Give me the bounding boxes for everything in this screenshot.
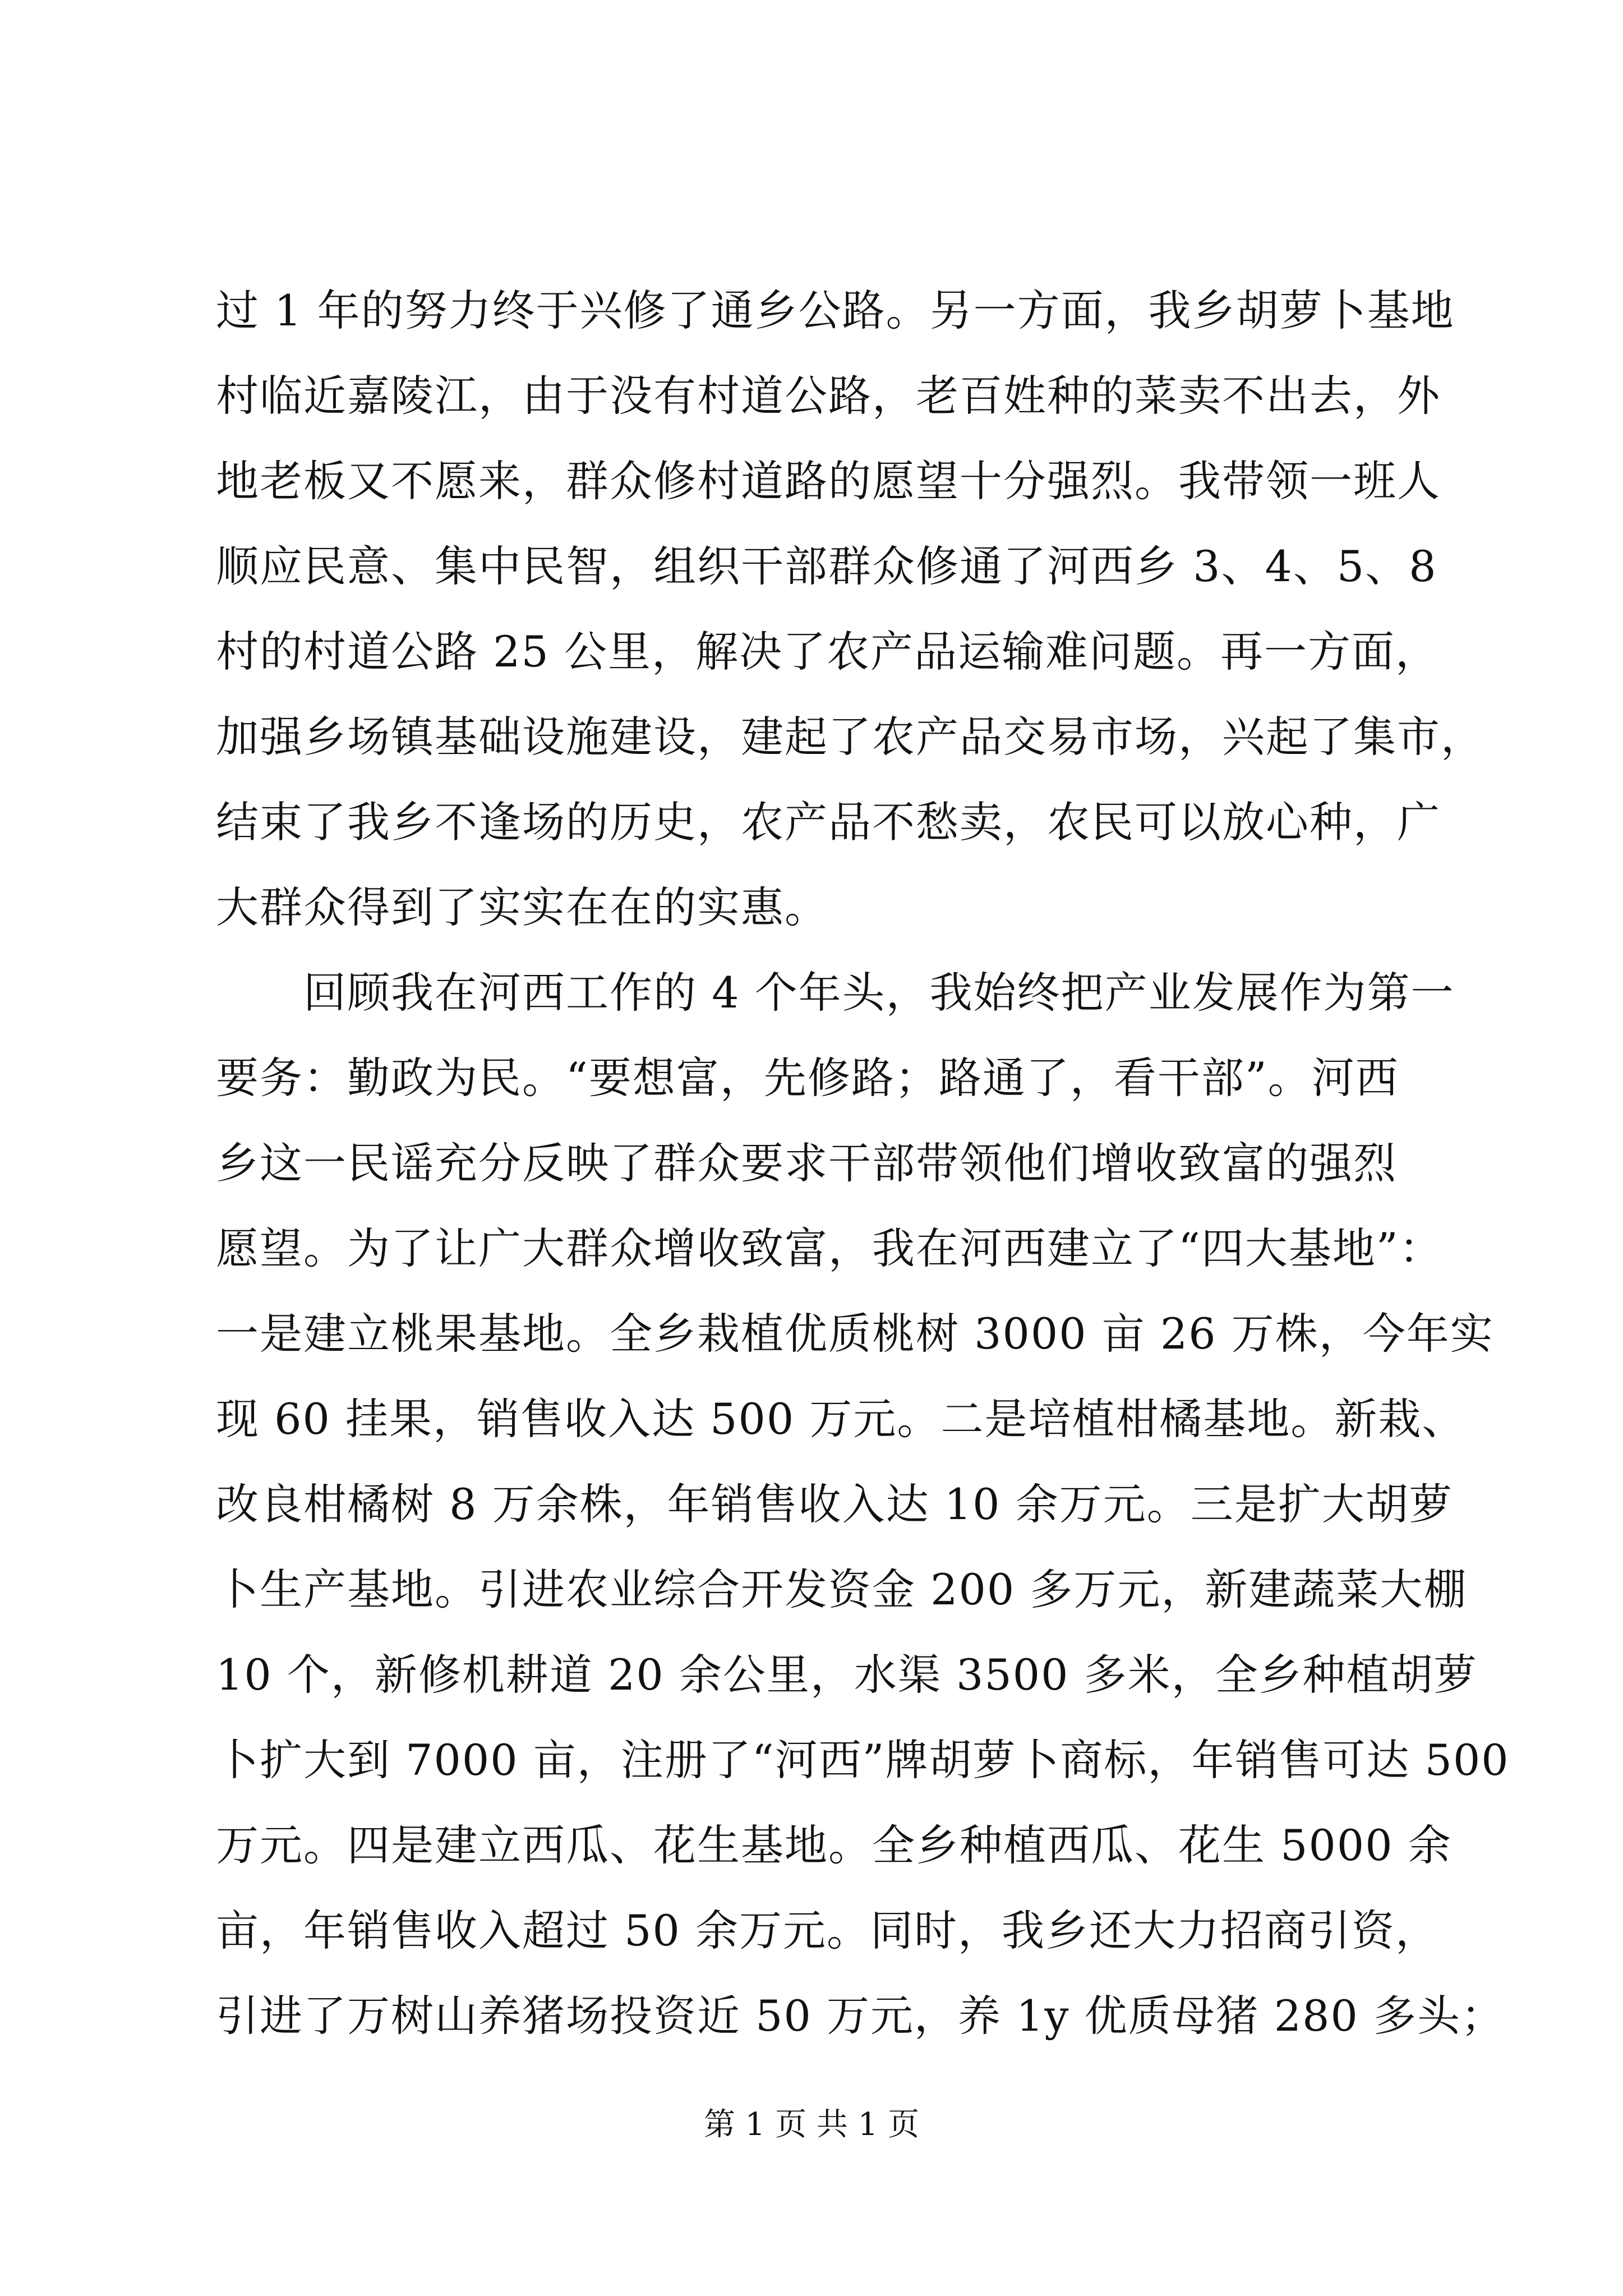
text-line: 10 个，新修机耕道 20 余公里，水渠 3500 多米，全乡种植胡萝 (216, 1650, 1478, 1700)
text-line: 引进了万树山养猪场投资近 50 万元，养 1y 优质母猪 280 多头； (216, 1991, 1505, 2041)
text-line: 加强乡场镇基础设施建设，建起了农产品交易市场，兴起了集市， (216, 712, 1484, 762)
text-line: 村临近嘉陵江，由于没有村道公路，老百姓种的菜卖不出去，外 (216, 371, 1441, 421)
document-body (216, 268, 1510, 2059)
text-line: 愿望。为了让广大群众增收致富，我在河西建立了“四大基地”： (216, 1223, 1443, 1273)
text-line: 要务：勤政为民。“要想富，先修路；路通了，看干部”。河西 (216, 1053, 1399, 1103)
text-line: 亩，年销售收入超过 50 余万元。同时，我乡还大力招商引资， (216, 1906, 1440, 1955)
text-line: 大群众得到了实实在在的实惠。 (216, 882, 828, 932)
page-footer: 第 1 页 共 1 页 (703, 2106, 920, 2143)
text-line: 万元。四是建立西瓜、花生基地。全乡种植西瓜、花生 5000 余 (216, 1820, 1452, 1870)
text-line: 结束了我乡不逢场的历史，农产品不愁卖，农民可以放心种，广 (216, 797, 1441, 847)
text-line: 卜生产基地。引进农业综合开发资金 200 多万元，新建蔬菜大棚 (216, 1565, 1468, 1614)
text-line: 一是建立桃果基地。全乡栽植优质桃树 3000 亩 26 万株，今年实 (216, 1309, 1494, 1359)
text-line: 卜扩大到 7000 亩，注册了“河西”牌胡萝卜商标，年销售可达 500 (216, 1735, 1510, 1785)
text-line: 现 60 挂果，销售收入达 500 万元。二是培植柑橘基地。新栽、 (216, 1394, 1466, 1444)
text-line: 回顾我在河西工作的 4 个年头，我始终把产业发展作为第一 (216, 968, 1455, 1018)
text-line: 过 1 年的努力终于兴修了通乡公路。另一方面，我乡胡萝卜基地 (216, 286, 1455, 335)
text-line: 地老板又不愿来，群众修村道路的愿望十分强烈。我带领一班人 (216, 456, 1441, 506)
text-line: 村的村道公路 25 公里，解决了农产品运输难问题。再一方面， (216, 627, 1440, 677)
text-line: 改良柑橘树 8 万余株，年销售收入达 10 余万元。三是扩大胡萝 (216, 1479, 1453, 1529)
text-line: 顺应民意、集中民智，组织干部群众修通了河西乡 3、4、5、8 (216, 541, 1437, 591)
text-line: 乡这一民谣充分反映了群众要求干部带领他们增收致富的强烈 (216, 1138, 1397, 1188)
